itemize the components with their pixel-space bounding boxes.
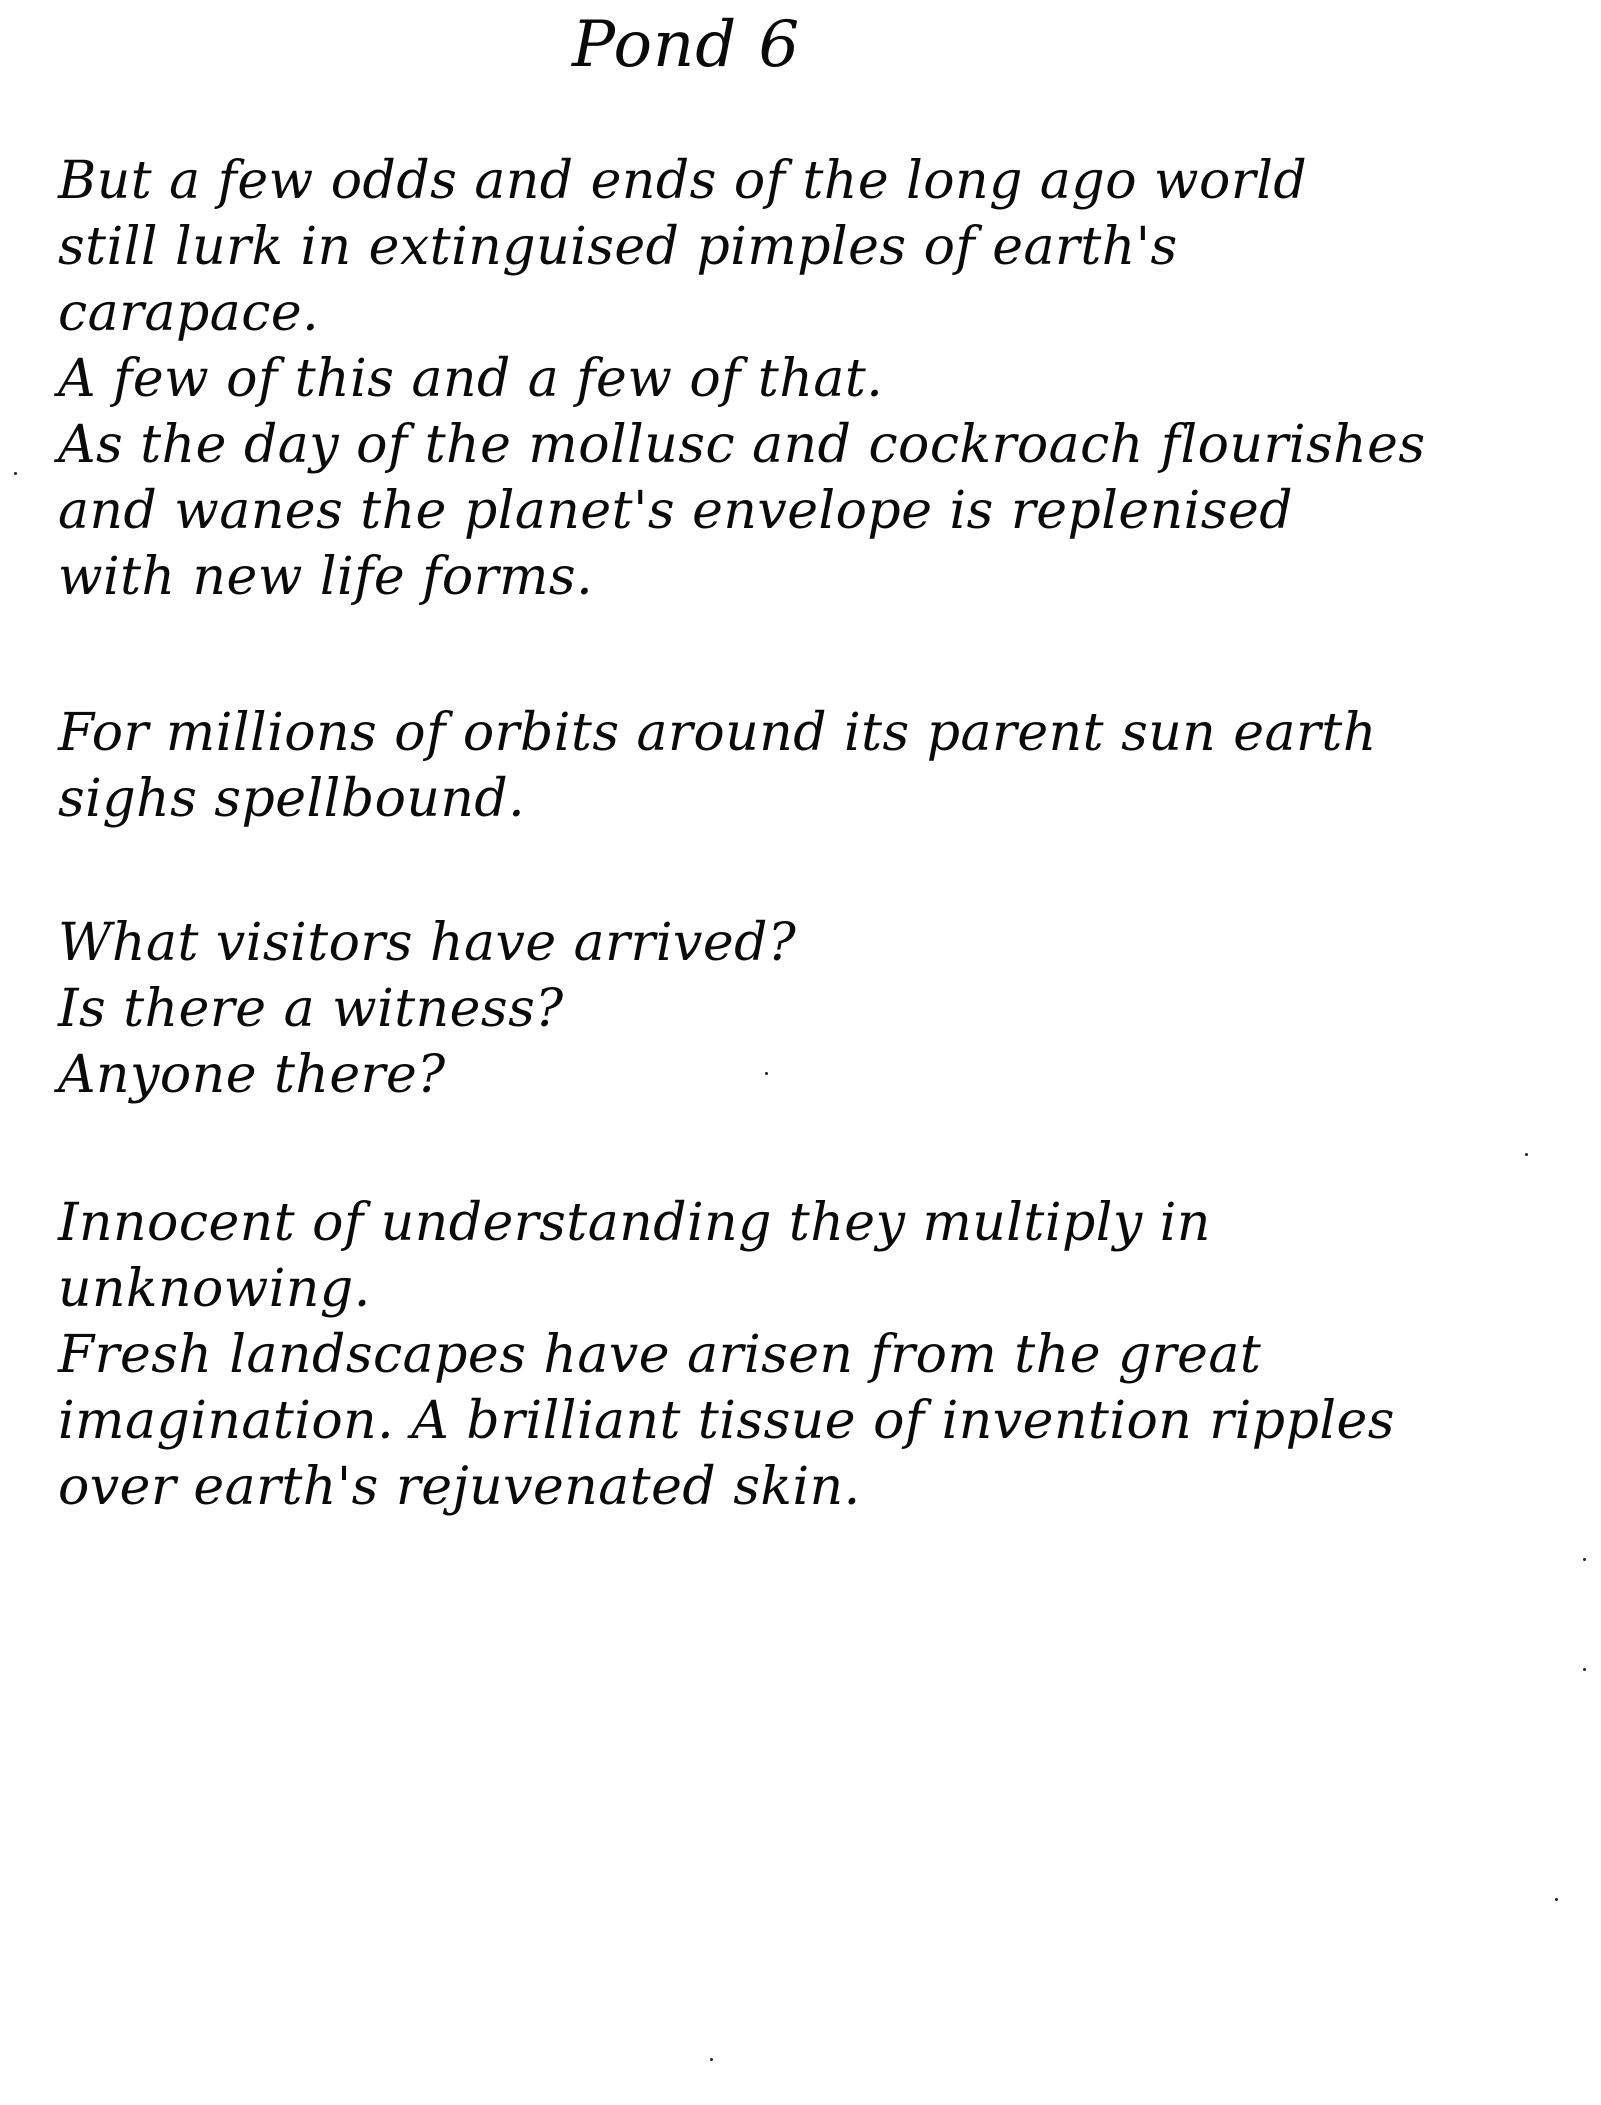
poem-line: But a few odds and ends of the long ago world [58, 151, 1308, 211]
poem-line: Is there a witness? [58, 979, 564, 1039]
poem-line: imagination. A brilliant tissue of invention ripples [58, 1391, 1395, 1451]
poem-line: with new life forms. [58, 547, 594, 607]
poem-line: A few of this and a few of that. [58, 349, 884, 409]
poem-line: As the day of the mollusc and cockroach flourishes [58, 415, 1426, 475]
poem-line: unknowing. [58, 1259, 371, 1319]
poem-line: What visitors have arrived? [58, 913, 797, 973]
poem-line: For millions of orbits around its parent sun earth [58, 703, 1377, 763]
poem-line: and wanes the planet's envelope is replenised [58, 481, 1294, 541]
poem-line: over earth's rejuvenated skin. [58, 1457, 861, 1517]
poem-line: still lurk in extinguised pimples of earth's [58, 217, 1178, 277]
scan-speck [1555, 1898, 1558, 1901]
stanza-3 [58, 910, 1558, 1108]
poem-line: Fresh landscapes have arisen from the great [58, 1325, 1262, 1385]
scan-speck [710, 2058, 713, 2061]
poem-line: Anyone there? [58, 1045, 446, 1105]
poem-line: sighs spellbound. [58, 769, 526, 829]
page-title: Pond 6 [572, 8, 801, 82]
scan-speck [1583, 1668, 1586, 1671]
scan-speck [1583, 1558, 1586, 1561]
scan-speck [14, 472, 17, 475]
poem-line: Innocent of understanding they multiply in [58, 1193, 1211, 1253]
scan-speck [765, 1072, 768, 1075]
stanza-2 [58, 700, 1558, 832]
stanza-1 [58, 148, 1558, 610]
poem-line: carapace. [58, 283, 320, 343]
stanza-4 [58, 1190, 1558, 1520]
scan-speck [1525, 1153, 1528, 1156]
